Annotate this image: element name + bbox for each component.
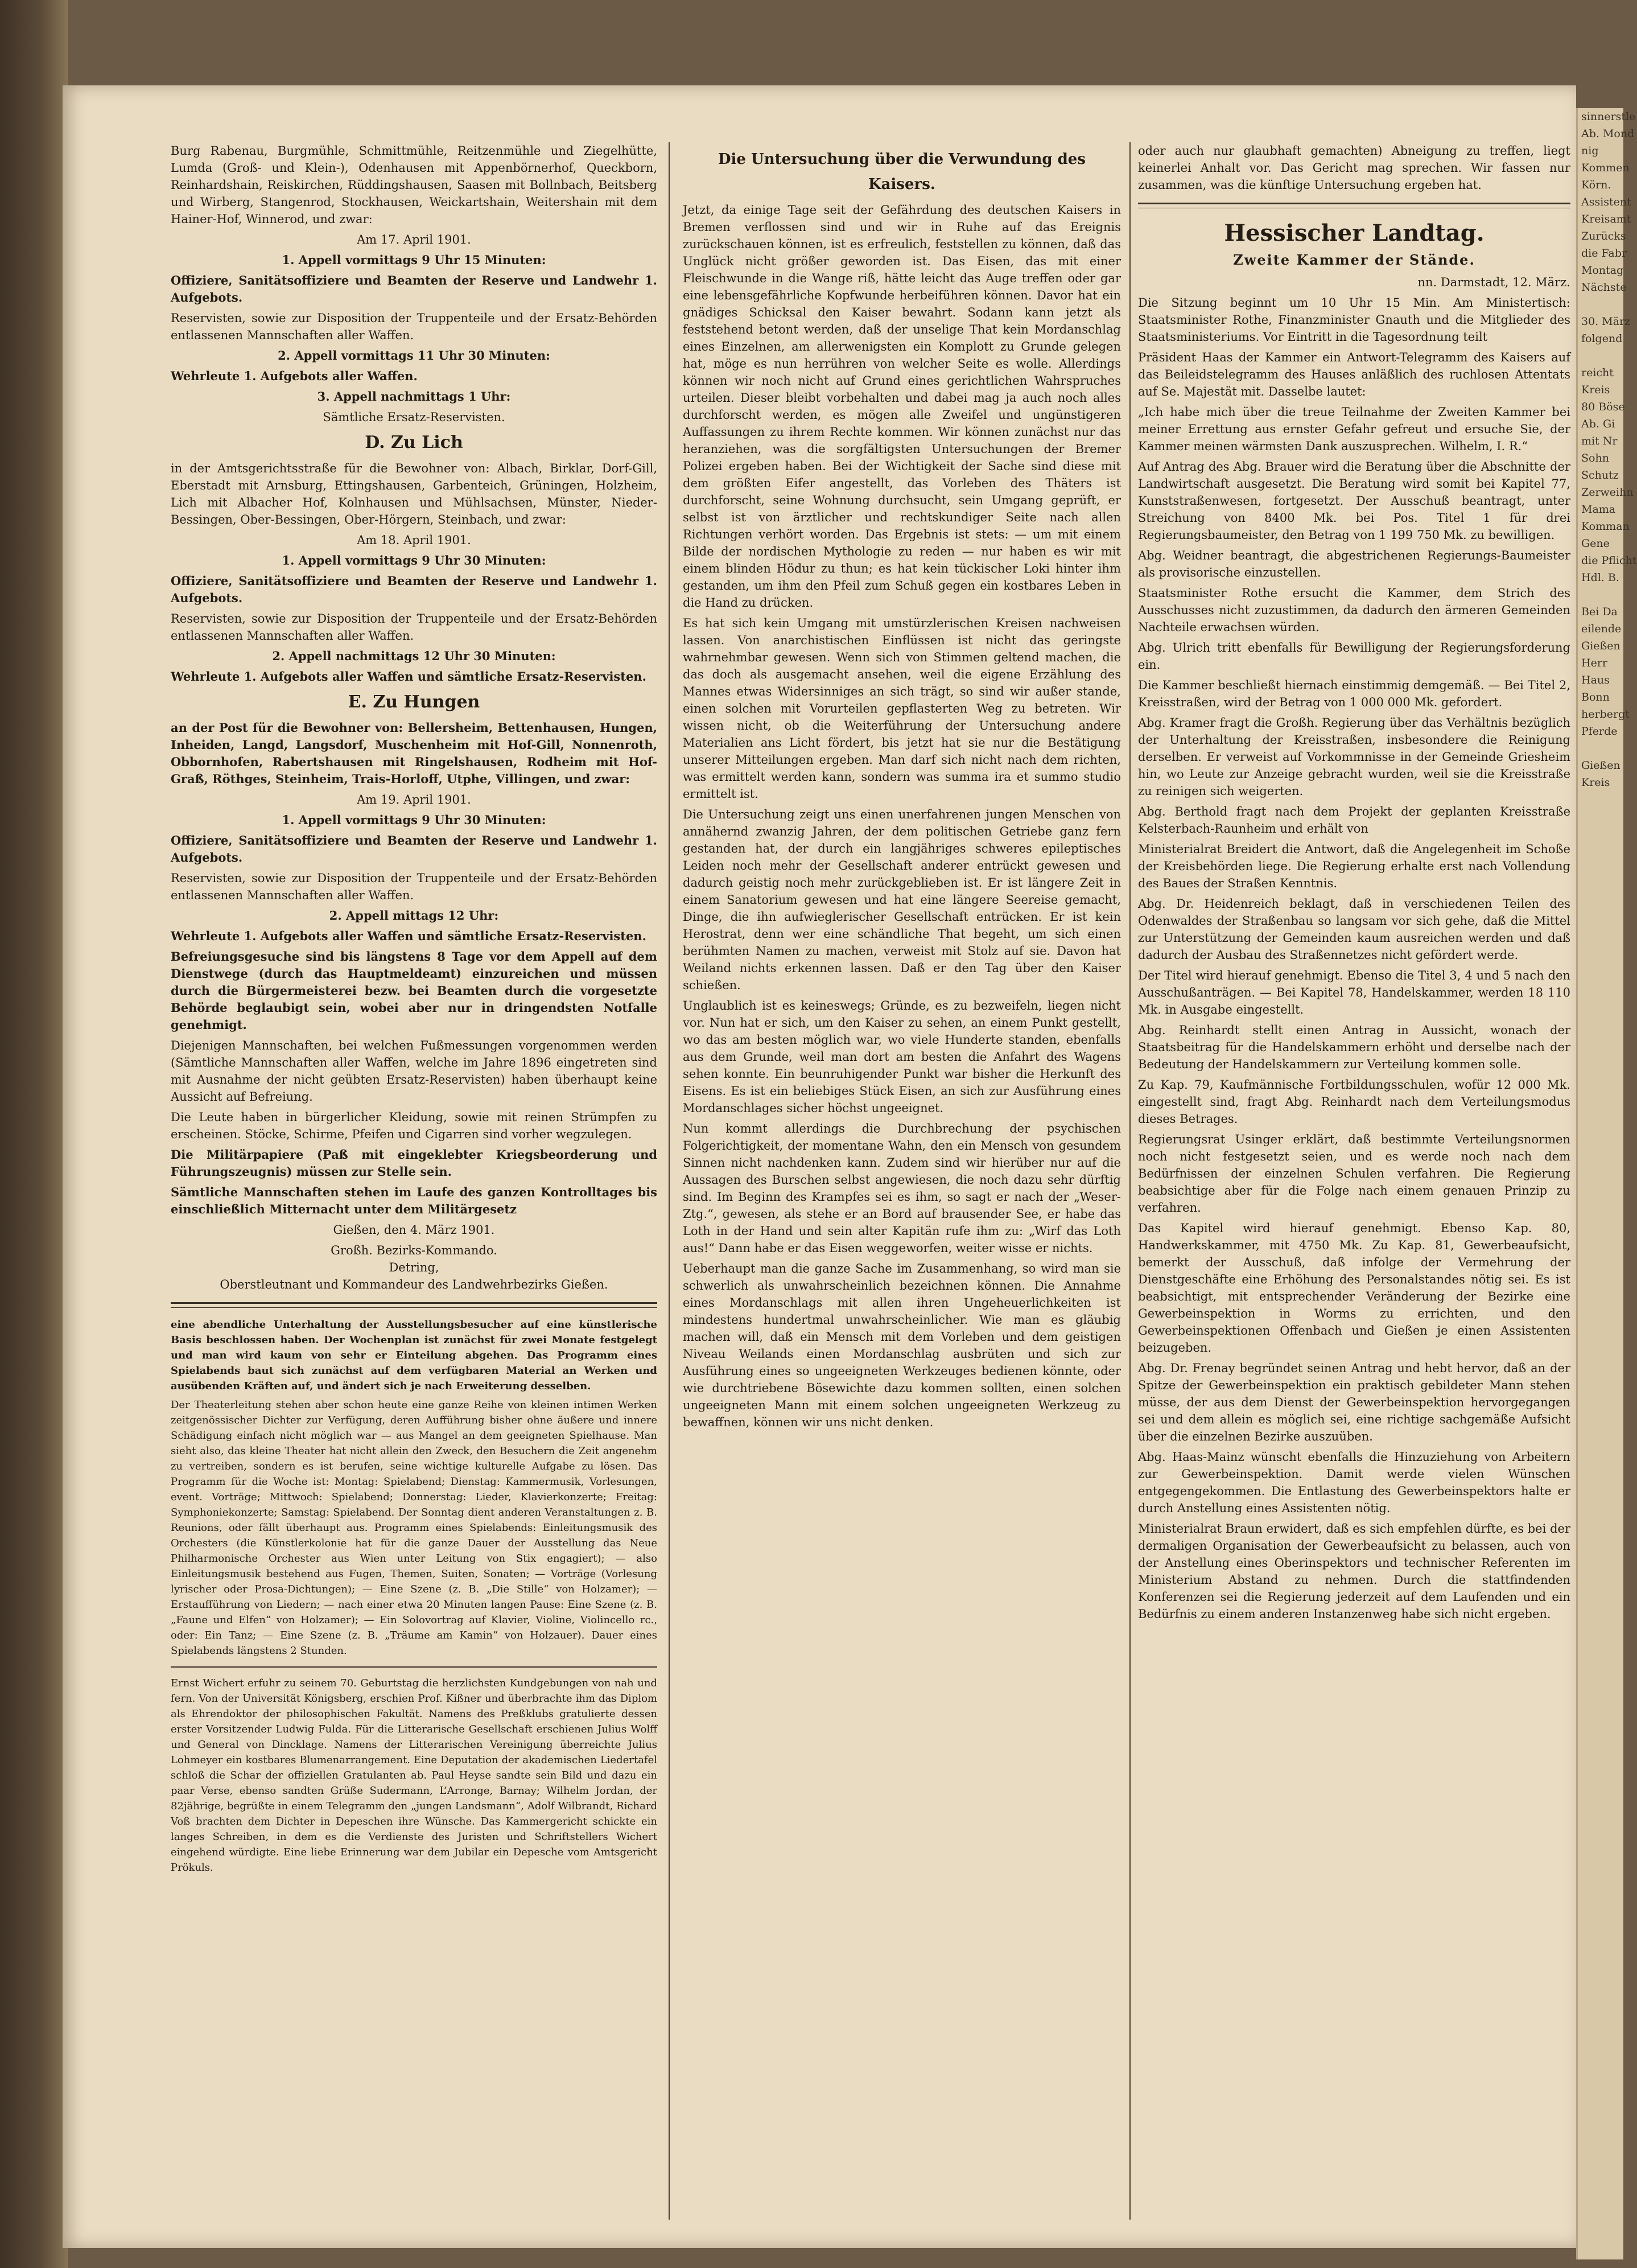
section-d-text: in der Amtsgerichtsstraße für die Bewohner von: Albach, Birklar, Dorf-Gill, Eberstadt mit Arnsburg, Ettingshausen, Garbenteich, Grüningen, Holzheim, Lich mit Albacher Hof, Kolnhausen und Mühlsachsen, Münster, Nieder-Bessingen, Ober-Bessingen, Ober-Hörgern, Steinbach, und zwar:: [171, 462, 657, 526]
landtag-para-18: Abg. Dr. Frenay begründet seinen Antrag und hebt hervor, daß an der Spitze der Gewerbeinspektion ein praktisch gebildeter Mann stehen müsse, der aus dem Dienst der Gewerbeinspektion hervorgegangen sei und dem allein es möglich sei, eine richtige sachgemäße Aufsicht über die einzelnen Bezirke auszuüben.: [1138, 1361, 1570, 1443]
article-para-2: Es hat sich kein Umgang mit umstürzlerischen Kreisen nachweisen lassen. Von anarchistischen Einflüssen ist nicht das geringste wahrnehmbar gewesen. Wenn sich von Stimmen geltend machen, die das doch als ausgemacht ansehen, weil die eigene Erzählung des Mannes etwas Widersinniges an sich trägt, so sind wir außer stande, einen solchen mit Vorurteilen gepflasterten Weg zu betreten. Wir wissen nicht, ob die Weiterführung der Untersuchung andere Materialien ans Licht fördert, bis jetzt hat sie nur die Bestätigung unserer Mitteilungen ergeben. Man darf sich nicht nach dem richten, was ermittelt werden kann, sondern was summa ira et summo studio ermittelt ist.: [683, 616, 1121, 801]
next-page-line: Bei Da: [1581, 606, 1618, 618]
next-page-line: Gießen: [1581, 759, 1620, 772]
next-page-line: [1578, 586, 1623, 603]
article-title: Die Untersuchung über die Verwundung des Kaisers.: [718, 151, 1086, 193]
kleidung-text: Die Leute haben in bürgerlicher Kleidung, sowie mit reinen Strümpfen zu erscheinen. Stöcke, Schirme, Pfeifen und Cigarren sind vorher wegzulegen.: [171, 1110, 657, 1141]
article-para-6: Ueberhaupt man die ganze Sache im Zusammenhang, so wird man sie schwerlich als unwahrscheinlich bezeichnen können. Die Annahme eines Mordanschlags mit allen ihren Ungeheuerlichkeiten ist mindestens hundertmal unwahrscheinlicher. Wie man es gläubig machen will, daß ein Mensch mit dem Vorleben und dem geistigen Niveau Weilands einen Mordanschlag ausbrüten und sich zur Ausführung eines so ungeeigneten Werkzeuges bedienen könnte, oder wie durchtriebene Bösewichte dazu kommen sollten, einen solchen ungeeigneten Mann mit einem solchen ungeeigneten Werkzeug zu bewaffnen, können wir uns nicht denken.: [683, 1262, 1121, 1429]
section-e-appell-2-title: 2. Appell mittags 12 Uhr:: [329, 908, 499, 923]
landtag-para-12: Abg. Dr. Heidenreich beklagt, daß in verschiedenen Teilen des Odenwaldes der Straßenbau so langsam vor sich gehe, daß die Mittel zur Unterstützung der Gemeinden kaum ausreichen werden und daß dadurch der Ausbau des Straßennetzes nicht gefördert werde.: [1138, 897, 1570, 962]
next-page-line: herbergt: [1581, 708, 1630, 721]
section-e-heading: E. Zu Hungen: [348, 692, 480, 712]
column-1: [171, 142, 657, 2225]
next-page-line: 30. März: [1581, 315, 1631, 328]
appell-1-title: 1. Appell vormittags 9 Uhr 15 Minuten:: [282, 253, 546, 267]
next-page-line: Kreis: [1581, 384, 1610, 396]
next-page-line: Kommen: [1581, 162, 1630, 174]
landtag-para-3: „Ich habe mich über die treue Teilnahme der Zweiten Kammer bei meiner Errettung aus ernster Gefahr gefreut und ersuche Sie, der Kammer meinen wärmsten Dank auszusprechen. Wilhelm, I. R.“: [1138, 405, 1570, 453]
signature-3: Oberstleutnant und Kommandeur des Landwehrbezirks Gießen.: [220, 1278, 608, 1291]
next-page-line: [1578, 347, 1623, 364]
section-d-date: Am 18. April 1901.: [357, 533, 471, 547]
landtag-para-4: Auf Antrag des Abg. Brauer wird die Beratung über die Abschnitte der Landwirtschaft ausgesetzt. Die Beratung wird somit bei Kapitel 77, Kunststraßenwesen, fortgesetzt. Der Ausschuß beantragt, unter Streichung von 8400 Mk. bei Pos. Titel 1 für drei Regierungsbaumeister, den Betrag von 1 199 750 Mk. zu bewilligen.: [1138, 460, 1570, 542]
next-page-line: Komman: [1581, 520, 1630, 533]
next-page-line: die Fabr: [1581, 247, 1627, 260]
next-page-line: Haus: [1581, 674, 1610, 686]
next-page-line: Gießen: [1581, 640, 1620, 652]
feuilleton-block: [171, 1317, 657, 1875]
appell-1-text: Offiziere, Sanitätsoffiziere und Beamten der Reserve und Landwehr 1. Aufgebots.: [171, 273, 657, 304]
next-page-line: nig: [1581, 145, 1599, 157]
appell-2-text: Wehrleute 1. Aufgebots aller Waffen.: [171, 369, 418, 383]
next-page-line: Montag: [1581, 264, 1624, 277]
column-rule: [669, 142, 670, 2220]
next-page-line: die Pflicht: [1581, 554, 1637, 567]
fuss-text: Diejenigen Mannschaften, bei welchen Fußmessungen vorgenommen werden (Sämtliche Mannschaften aller Waffen, welche im Jahre 1896 eingetreten sind mit Ausnahme der nicht geübten Ersatz-Reservisten) haben überhaupt keine Aussicht auf Befreiung.: [171, 1039, 657, 1104]
next-page-line: Ab. Mond: [1581, 127, 1635, 140]
next-page-edge: [1576, 108, 1637, 2259]
section-e-text: an der Post für die Bewohner von: Bellersheim, Bettenhausen, Hungen, Inheiden, Langd, Langsdorf, Muschenheim mit Hof-Gill, Nonnenroth, Obbornhofen, Rabertshausen mit Ringelshausen, Rodheim mit Hof-Graß, Röthges, Steinheim, Trais-Horloff, Utphe, Villingen, und zwar:: [171, 721, 657, 786]
landtag-para-17: Das Kapitel wird hierauf genehmigt. Ebenso Kap. 80, Handwerkskammer, mit 4750 Mk. Zu Kap. 81, Gewerbeaufsicht, bemerkt der Ausschuß, daß infolge der Vermehrung der Dienstgeschäfte eine Erhöhung des Personalstandes nötig sei. Es ist beabsichtigt, mit entsprechender Veränderung der Bezirke eine Gewerbeinspektion in Worms zu errichten, und den Gewerbeinspektionen Offenbach und Gießen je einen Assistenten beizugeben.: [1138, 1221, 1570, 1355]
landtag-para-5: Abg. Weidner beantragt, die abgestrichenen Regierungs-Baumeister als provisorische einzustellen.: [1138, 549, 1570, 579]
appell-3-title: 3. Appell nachmittags 1 Uhr:: [317, 389, 511, 404]
next-page-line: [1578, 296, 1623, 313]
landtag-para-11: Ministerialrat Breidert die Antwort, daß die Angelegenheit im Schoße der Kreisbehörden liege. Die Regierung erhalte erst nach Vollendung des Baues der Straßen Kenntnis.: [1138, 842, 1570, 890]
separator: [1138, 203, 1570, 208]
next-page-line: mit Nr: [1581, 435, 1618, 447]
date-1: Am 17. April 1901.: [357, 233, 471, 246]
next-page-line: Schutz: [1581, 469, 1619, 481]
signature-1: Großh. Bezirks-Kommando.: [331, 1244, 497, 1257]
landtag-para-6: Staatsminister Rothe ersucht die Kammer, dem Strich des Ausschusses nicht zuzustimmen, da dadurch den ärmeren Gemeinden Nachteile erwachsen würden.: [1138, 586, 1570, 634]
next-page-line: Nächste: [1581, 281, 1627, 294]
next-page-line: eilende: [1581, 623, 1622, 635]
next-page-line: sinnerstle: [1581, 110, 1636, 123]
article-para-3: Die Untersuchung zeigt uns einen unerfahrenen jungen Menschen von annähernd zwanzig Jahren, der dem politischen Getriebe ganz fern gestanden hat, der durch ein langjähriges schweres epileptisches Leiden noch mehr der Gesellschaft anderer entrückt gewesen und dadurch geistig noch mehr zurückgeblieben ist. Er ist längere Zeit in einem Sanatorium gewesen und hat eine längere Seereise gemacht, Dinge, die ihn aufwieglerischer Gesellschaft entrücken. Er ist kein Herostrat, denn wer eine schändliche That begeht, um sich einen berühmten Namen zu machen, verweist mit Stolz auf sie. Davon hat Weiland nichts erkennen lassen. Daß er den Tag über den Kaiser schießen.: [683, 808, 1121, 992]
kontroll-text: Sämtliche Mannschaften stehen im Laufe des ganzen Kontrolltages bis einschließlich Mitternacht unter dem Militärgesetz: [171, 1185, 657, 1216]
section-e-appell-1-reserve: Reservisten, sowie zur Disposition der Truppenteile und der Ersatz-Behörden entlassenen Mannschaften aller Waffen.: [171, 871, 657, 902]
separator: [171, 1666, 657, 1668]
section-d-appell-1-title: 1. Appell vormittags 9 Uhr 30 Minuten:: [282, 553, 546, 567]
feuilleton-para-3: Ernst Wichert erfuhr zu seinem 70. Geburtstag die herzlichsten Kundgebungen von nah und fern. Von der Universität Königsberg, erschien Prof. Kißner und überbrachte ihm das Diplom als Ehrendoktor der philosophischen Fakultät. Namens des Preßklubs gratulierte dessen erster Vorsitzender Ludwig Fulda. Für die Litterarische Gesellschaft erschienen Julius Wolff und General von Dincklage. Namens der Litterarischen Vereinigung überreichte Julius Lohmeyer ein kostbares Blumenarrangement. Eine Deputation der akademischen Liedertafel schloß die Schar der offiziellen Gratulanten ab. Paul Heyse sandte sein Bild und dazu ein paar Verse, ebenso sandten Grüße Sudermann, L’Arronge, Barnay; Wilhelm Jordan, der 82jährige, begrüßte in einem Telegramm den „jungen Landsmann“, Adolf Wilbrandt, Richard Voß brachten dem Dichter in Depeschen ihre Wünsche. Das Kammergericht schickte ein langes Schreiben, in dem es die Verdienste des Juristen und Schriftstellers Wichert eingehend würdigte. Eine liebe Erinnerung war dem Jubilar ein Depesche vom Amtsgericht Prökuls.: [171, 1677, 657, 1874]
feuilleton-para-1: eine abendliche Unterhaltung der Ausstellungsbesucher auf eine künstlerische Basis beschlossen haben. Der Wochenplan ist zunächst für zwei Monate festgelegt und man wird kaum von sehr er Einteilung abgehen. Das Programm eines Spielabends baut sich zunächst auf dem verfügbaren Material an Werken und ausübenden Kräften auf, und ändert sich je nach Erweiterung desselben.: [171, 1319, 657, 1392]
feuilleton-para-2: Der Theaterleitung stehen aber schon heute eine ganze Reihe von kleinen intimen Werken zeitgenössischer Dichter zur Verfügung, deren Aufführung bisher ohne äußere und innere Schädigung einfach nicht möglich war — aus Mangel an dem geeigneten Spielhause. Man sieht also, das kleine Theater hat nicht allein den Zweck, den Besuchern die Zeit angenehm zu vertreiben, sondern es ist berufen, seine wichtige kulturelle Aufgabe zu lösen. Das Programm für die Woche ist: Montag: Spielabend; Dienstag: Kammermusik, Vorlesungen, event. Vorträge; Mittwoch: Spielabend; Donnerstag: Lieder, Klavierkonzerte; Freitag: Symphoniekonzerte; Samstag: Spielabend. Der Sonntag dient anderen Veranstaltungen z. B. Reunions, oder fällt überhaupt aus. Programm eines Spielabends: Einleitungsmusik des Orchesters (die Künstlerkolonie hat für die ganze Dauer der Ausstellung das Neue Philharmonische Orchester aus Wien unter Leitung von Stix engagiert); — also Einleitungsmusik bestehend aus Fugen, Themen, Suiten, Sonaten; — Vorträge (Vorlesung lyrischer oder Prosa-Dichtungen); — Eine Szene (z. B. „Die Stille“ von Holzamer); — Erstaufführung von Liedern; — nach einer etwa 20 Minuten langen Pause: Eine Szene (z. B. „Faune und Elfen“ von Holzamer); — Ein Solovortrag auf Klavier, Violine, Violincello rc., oder: Ein Tanz; — Eine Szene (z. B. „Träume am Kamin“ von Holzauer). Dauer eines Spielabends längstens 2 Stunden.: [171, 1399, 657, 1657]
landtag-para-15: Zu Kap. 79, Kaufmännische Fortbildungsschulen, wofür 12 000 Mk. eingestellt sind, fragt Abg. Reinhardt nach dem Verteilungsmodus dieses Betrages.: [1138, 1078, 1570, 1126]
next-page-line: Herr: [1581, 657, 1607, 669]
next-page-line: Hdl. B.: [1581, 571, 1619, 584]
next-page-line: Ab. Gi: [1581, 418, 1615, 430]
column-2: [683, 142, 1121, 2225]
landtag-para-13: Der Titel wird hierauf genehmigt. Ebenso die Titel 3, 4 und 5 nach den Ausschußanträgen. — Bei Kapitel 78, Handelskammer, werden 18 110 Mk. in Ausgabe eingestellt.: [1138, 969, 1570, 1016]
article-para-4: Unglaublich ist es keineswegs; Gründe, es zu bezweifeln, liegen nicht vor. Nun hat er sich, um den Kaiser zu sehen, an einem Punkt gestellt, wo das am besten möglich war, wo viele Hunderte standen, ebenfalls aus dem Grunde, weil man dort am besten die Anfahrt des Wagens sehen konnte. Ein beunruhigender Punkt war bisher die Herkunft des Eisens. Es ist ein beliebiges Stück Eisen, an sich zur Ausführung eines Mordanschlages sicher höchst ungeeignet.: [683, 999, 1121, 1115]
next-page-line: folgend: [1581, 332, 1623, 345]
next-page-line: Assistent: [1581, 196, 1631, 208]
landtag-para-20: Ministerialrat Braun erwidert, daß es sich empfehlen dürfte, es bei der dermaligen Organisation der Gewerbeaufsicht zu belassen, auch von der Anstellung eines Oberinspektors und technischer Referenten im Ministerium Abstand zu nehmen. Durch die stattfindenden Konferenzen sei die Regierung jederzeit auf dem Laufenden und ein Bedürfnis zu einem anderen Instanzenweg habe sich nicht ergeben.: [1138, 1522, 1570, 1621]
newspaper-page: [63, 85, 1576, 2248]
landtag-para-14: Abg. Reinhardt stellt einen Antrag in Aussicht, wonach der Staatsbeitrag für die Handelskammern erhöht und derselbe nach der Bedeutung der Handelskammern zur Verteilung kommen solle.: [1138, 1023, 1570, 1071]
section-d-appell-2-title: 2. Appell nachmittags 12 Uhr 30 Minuten:: [272, 649, 556, 663]
landtag-para-10: Abg. Berthold fragt nach dem Projekt der geplanten Kreisstraße Kelsterbach-Raunheim und erhält von: [1138, 805, 1570, 835]
section-e-appell-1-title: 1. Appell vormittags 9 Uhr 30 Minuten:: [282, 813, 546, 827]
article-para-1: Jetzt, da einige Tage seit der Gefährdung des deutschen Kaisers in Bremen verflossen sind und wir in Ruhe auf das Ereignis zurückschauen können, ist es erfreulich, feststellen zu können, daß das Unglück nicht größer geworden ist. Das Eisen, das mit einer Fleischwunde in die Wange riß, hätte leicht das Auge treffen oder gar eine lebensgefährliche Kopfwunde herbeiführen können. Davor hat ein gnädiges Schicksal den Kaiser bewahrt. Sodann kann jetzt als feststehend betont werden, daß der unselige That kein Mordanschlag eines Einzelnen, am allerwenigsten ein Komplott zu Grunde gelegen hat, möge es nun herrühren von welcher Seite es wolle. Allerdings können wir noch nicht auf Grund eines gerichtlichen Wahrspruches urteilen. Dieser bleibt vorbehalten und dabei mag ja auch noch alles durchforscht werden, es mögen alle Zweifel und ungünstigeren Auffassungen zu ihrem Rechte kommen. Wir können zunächst nur das heranziehen, was die sorgfältigsten Untersuchungen der Bremer Polizei ergeben haben. Bei der Wichtigkeit der Sache sind diese mit dem größten Eifer angestellt, das Vorleben des Thäters ist durchforscht, seine Wohnung durchsucht, sein Umgang geprüft, er selbst ist von ärztlicher und rechtskundiger Seite nach allen Richtungen verhört worden. Das Ergebnis ist stets: — um mit einem Bilde der nordischen Mythologie zu reden — nur haben es wir mit einem blinden Hödur zu thun; es hat kein tückischer Loki hinter ihm gestanden, um ihm den Pfeil zum Schuß gegen ein kostbares Leben in die Hand zu drücken.: [683, 203, 1121, 610]
section-d-appell-1-text: Offiziere, Sanitätsoffiziere und Beamten der Reserve und Landwehr 1. Aufgebots.: [171, 574, 657, 605]
ort-datum: Gießen, den 4. März 1901.: [333, 1223, 495, 1237]
section-d-heading: D. Zu Lich: [365, 433, 463, 452]
next-page-line: 80 Böse: [1581, 401, 1625, 413]
landtag-para-8: Die Kammer beschließt hiernach einstimmig demgemäß. — Bei Titel 2, Kreisstraßen, wird der Betrag von 1 000 000 Mk. gefordert.: [1138, 678, 1570, 709]
next-page-line: Zurücks: [1581, 230, 1626, 242]
next-page-line: Pferde: [1581, 725, 1618, 738]
section-e-appell-2-text: Wehrleute 1. Aufgebots aller Waffen und sämtliche Ersatz-Reservisten.: [171, 929, 646, 943]
top-paragraph: oder auch nur glaubhaft gemachten) Abneigung zu treffen, liegt keinerlei Anhalt vor. Das Gericht mag sprechen. Wir fassen nur zusammen, was die künftige Untersuchung ergeben hat.: [1138, 144, 1570, 192]
next-page-line: Bonn: [1581, 691, 1610, 703]
dateline: nn. Darmstadt, 12. März.: [1417, 275, 1570, 289]
article-para-5: Nun kommt allerdings die Durchbrechung der psychischen Folgerichtigkeit, der momentane Wahn, den ein Mensch von gesundem Sinnen nicht nachdenken kann. Zudem sind wir hierüber nur auf die Aussagen des Burschen selbst angewiesen, die noch dazu sehr dürftig sind. Im Beginn des Krampfes sei es ihm, so sagt er nach der „Weser-Ztg.“, gewesen, als stehe er an Bord auf brausender See, er habe das Loth in der Hand und sein alter Kapitän rufe ihm zu: „Wirf das Loth aus!“ Dann habe er das Eisen weggeworfen, weiter wisse er nichts.: [683, 1122, 1121, 1255]
section-d-appell-2-text: Wehrleute 1. Aufgebots aller Waffen und sämtliche Ersatz-Reservisten.: [171, 669, 646, 684]
next-page-line: Zerweihn: [1581, 486, 1634, 499]
next-page-line: Kreis: [1581, 776, 1610, 789]
next-page-line: Sohn: [1581, 452, 1609, 464]
landtag-para-2: Präsident Haas der Kammer ein Antwort-Telegramm des Kaisers auf das Beileidstelegramm des Hauses anläßlich des ruchlosen Attentats auf Se. Majestät mit. Dasselbe lautet:: [1138, 351, 1570, 398]
befreiung-text: Befreiungsgesuche sind bis längstens 8 Tage vor dem Appell auf dem Dienstwege (durch das Hauptmeldeamt) einzureichen und müssen durch die Bürgermeisterei bezw. bei Beamten durch die vorgesetzte Behörde beglaubigt sein, wobei aber nur in dringendsten Notfalle genehmigt.: [171, 949, 657, 1032]
column-rule: [1129, 142, 1131, 2220]
section-e-date: Am 19. April 1901.: [357, 793, 471, 806]
next-page-line: Körn.: [1581, 179, 1611, 191]
appell-1-reserve: Reservisten, sowie zur Disposition der Truppenteile und der Ersatz-Behörden entlassenen Mannschaften aller Waffen.: [171, 311, 657, 342]
papiere-text: Die Militärpapiere (Paß mit eingeklebter Kriegsbeorderung und Führungszeugnis) müssen zur Stelle sein.: [171, 1147, 657, 1179]
section-d-appell-1-reserve: Reservisten, sowie zur Disposition der Truppenteile und der Ersatz-Behörden entlassenen Mannschaften aller Waffen.: [171, 612, 657, 643]
landtag-para-9: Abg. Kramer fragt die Großh. Regierung über das Verhältnis bezüglich der Unterhaltung der Kreisstraßen, insbesondere die Reinigung derselben. Er verweist auf Vorkommnisse in der Gemeinde Griesheim hin, wo Leute zur Anzeige gebracht wurden, weil sie die Kreisstraße zu reinigen sich weigerten.: [1138, 716, 1570, 798]
section-e-appell-1-text: Offiziere, Sanitätsoffiziere und Beamten der Reserve und Landwehr 1. Aufgebots.: [171, 833, 657, 865]
separator: [171, 1302, 657, 1308]
next-page-line: reicht: [1581, 367, 1614, 379]
column-3: [1138, 142, 1570, 2225]
intro-text: Burg Rabenau, Burgmühle, Schmittmühle, Reitzenmühle und Ziegelhütte, Lumda (Groß- und Klein-), Odenhausen mit Appenbörnerhof, Queckborn, Reinhardshain, Reiskirchen, Rüddingshausen, Saasen mit Bollnbach, Beitsberg und Wirberg, Stangenrod, Stockhausen, Weickartshain, Weitershain mit dem Hainer-Hof, Winnerod, und zwar:: [171, 144, 657, 226]
appell-2-title: 2. Appell vormittags 11 Uhr 30 Minuten:: [278, 348, 550, 363]
next-page-line: [1578, 740, 1623, 757]
signature-2: Detring,: [389, 1261, 439, 1274]
landtag-heading: Hessischer Landtag.: [1224, 220, 1485, 246]
next-page-line: Kreisamt: [1581, 213, 1631, 225]
landtag-para-19: Abg. Haas-Mainz wünscht ebenfalls die Hinzuziehung von Arbeitern zur Gewerbeinspektion. Damit werde vielen Wünschen entgegengekommen. Die Entlastung des Gewerbeinspektors halte er durch Anstellung eines Assistenten nötig.: [1138, 1450, 1570, 1515]
landtag-para-16: Regierungsrat Usinger erklärt, daß bestimmte Verteilungsnormen noch nicht festgesetzt seien, und es werde noch nach dem Bedürfnissen der einzelnen Schulen verfahren. Die Regierung beabsichtige aber für die Folge nach einem genauen Prinzip zu verfahren.: [1138, 1133, 1570, 1215]
landtag-para-1: Die Sitzung beginnt um 10 Uhr 15 Min. Am Ministertisch: Staatsminister Rothe, Finanzminister Gnauth und die Mitglieder des Staatsministeriums. Vor Eintritt in die Tagesordnung teilt: [1138, 296, 1570, 344]
landtag-para-7: Abg. Ulrich tritt ebenfalls für Bewilligung der Regierungsforderung ein.: [1138, 641, 1570, 672]
landtag-subheading: Zweite Kammer der Stände.: [1233, 252, 1475, 268]
next-page-line: Gene: [1581, 537, 1610, 550]
appell-3-text: Sämtliche Ersatz-Reservisten.: [323, 410, 505, 424]
book-binding-left: [0, 0, 68, 2268]
next-page-line: Mama: [1581, 503, 1616, 516]
